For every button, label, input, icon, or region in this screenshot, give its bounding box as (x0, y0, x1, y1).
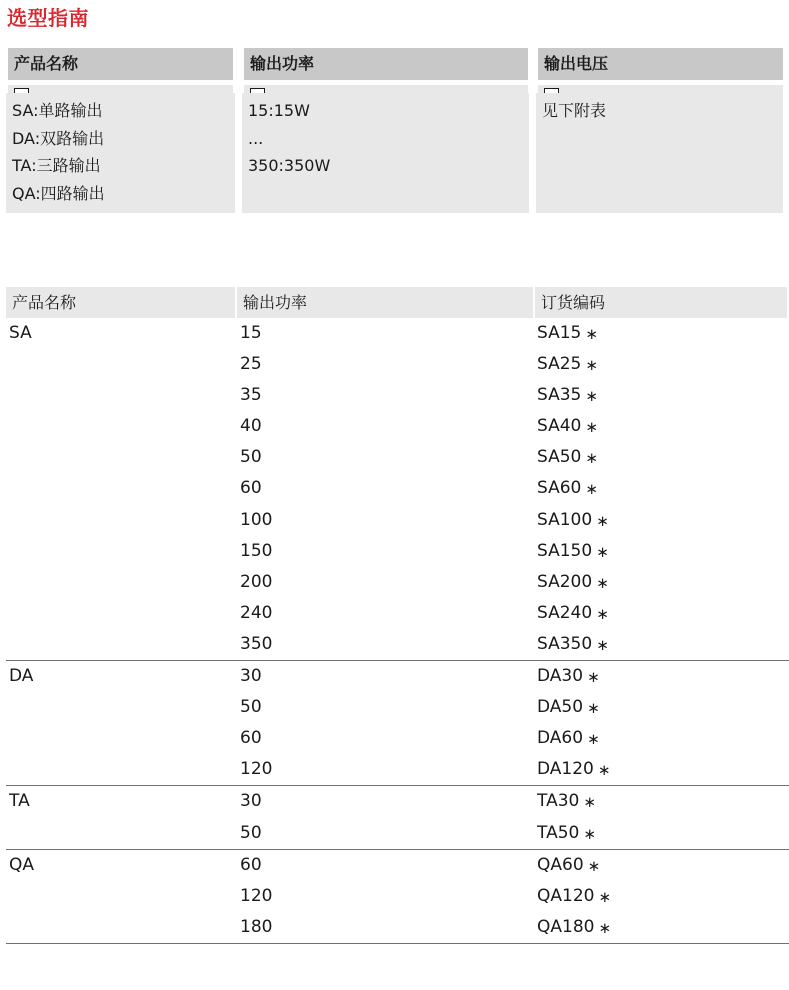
output-power-cell: 120 (240, 759, 273, 780)
table-header-output-power: 输出功率 (237, 287, 533, 318)
desc-line: DA:双路输出 (12, 128, 105, 148)
table-group (6, 318, 789, 661)
asterisk-icon: ∗ (596, 604, 609, 623)
order-code-cell (537, 473, 598, 504)
order-code-cell (537, 411, 598, 442)
table-header-order-code: 订货编码 (535, 287, 787, 318)
table-row (6, 318, 789, 349)
asterisk-icon: ∗ (596, 542, 609, 561)
desc-line: QA:四路输出 (12, 183, 105, 203)
asterisk-icon: ∗ (585, 418, 598, 437)
table-row (6, 881, 789, 912)
table-row (6, 442, 789, 473)
guide-desc-product-name (6, 93, 235, 213)
order-code-text: SA50 (537, 447, 582, 468)
output-power-cell: 40 (240, 416, 262, 437)
order-code-cell (537, 505, 609, 536)
order-code-cell (537, 850, 600, 881)
order-code-text: SA150 (537, 540, 593, 561)
guide-desc-output-voltage (536, 93, 783, 213)
asterisk-icon: ∗ (583, 824, 596, 843)
output-power-cell: 50 (240, 447, 262, 468)
order-code-cell (537, 442, 598, 473)
model-table (6, 318, 789, 944)
order-code-cell (537, 349, 598, 380)
asterisk-icon: ∗ (585, 387, 598, 406)
asterisk-icon: ∗ (587, 699, 600, 718)
order-code-text: DA30 (537, 666, 584, 687)
output-power-cell: 100 (240, 509, 273, 530)
order-code-cell (537, 567, 609, 598)
order-code-cell (537, 912, 611, 943)
asterisk-icon: ∗ (596, 635, 609, 654)
order-code-cell (537, 881, 611, 912)
table-row (6, 723, 789, 754)
guide-header-output-power: 输出功率 (244, 48, 528, 80)
table-row (6, 912, 789, 943)
order-code-text: SA350 (537, 633, 593, 654)
asterisk-icon: ∗ (587, 856, 601, 875)
order-code-text: SA240 (537, 602, 593, 623)
table-row (6, 629, 789, 660)
asterisk-icon: ∗ (585, 356, 598, 375)
output-power-cell: 15 (240, 323, 262, 343)
order-code-cell (537, 692, 600, 723)
order-code-text: QA180 (537, 916, 595, 937)
desc-line: TA:三路输出 (12, 156, 101, 175)
output-power-cell: 30 (240, 666, 262, 687)
table-row (6, 818, 789, 849)
order-code-text: SA15 (537, 323, 582, 343)
output-power-cell: 60 (240, 478, 262, 499)
output-power-cell: 50 (240, 822, 262, 843)
output-power-cell: 120 (240, 885, 273, 906)
order-code-cell (537, 661, 600, 692)
table-group (6, 850, 789, 944)
output-power-cell: 35 (240, 385, 262, 406)
table-group (6, 661, 789, 786)
asterisk-icon: ∗ (598, 887, 612, 906)
table-row (6, 349, 789, 380)
asterisk-icon: ∗ (598, 918, 612, 937)
order-code-text: DA60 (537, 728, 584, 749)
table-row (6, 473, 789, 504)
order-code-cell (537, 536, 609, 567)
table-group (6, 786, 789, 849)
order-code-text: SA60 (537, 478, 582, 499)
order-code-text: QA120 (537, 885, 595, 906)
table-row (6, 850, 789, 881)
guide-desc-output-power (242, 93, 529, 213)
order-code-text: SA200 (537, 571, 593, 592)
desc-line: 350:350W (248, 156, 331, 175)
asterisk-icon: ∗ (583, 793, 596, 812)
table-row (6, 536, 789, 567)
output-power-cell: 200 (240, 571, 273, 592)
asterisk-icon: ∗ (596, 573, 609, 592)
order-code-cell (537, 598, 609, 629)
desc-line: 15:15W (248, 101, 310, 120)
output-power-cell: 60 (240, 728, 262, 749)
order-code-text: TA30 (537, 791, 580, 812)
table-row (6, 411, 789, 442)
asterisk-icon: ∗ (587, 730, 600, 749)
order-code-text: SA25 (537, 354, 582, 375)
output-power-cell: 350 (240, 633, 273, 654)
table-row (6, 786, 789, 817)
asterisk-icon: ∗ (585, 480, 598, 499)
asterisk-icon: ∗ (587, 668, 600, 687)
table-row (6, 692, 789, 723)
output-power-cell: 30 (240, 791, 262, 812)
order-code-text: SA35 (537, 385, 582, 406)
order-code-text: DA50 (537, 697, 584, 718)
order-code-text: DA120 (537, 759, 594, 780)
output-power-cell: 25 (240, 354, 262, 375)
table-row (6, 505, 789, 536)
order-code-cell (537, 629, 609, 660)
table-row (6, 598, 789, 629)
output-power-cell: 50 (240, 697, 262, 718)
output-power-cell: 60 (240, 854, 262, 875)
order-code-cell (537, 754, 610, 785)
table-row (6, 380, 789, 411)
desc-line: 见下附表 (542, 101, 607, 120)
product-name-cell: TA (9, 791, 30, 812)
order-code-cell (537, 318, 598, 349)
output-power-cell: 150 (240, 540, 273, 561)
order-code-cell (537, 723, 600, 754)
desc-line: ... (248, 128, 264, 148)
asterisk-icon: ∗ (597, 761, 611, 780)
order-code-cell (537, 818, 596, 849)
table-row (6, 661, 789, 692)
table-row (6, 567, 789, 598)
order-code-cell (537, 786, 596, 817)
product-name-cell: QA (9, 854, 35, 875)
asterisk-icon: ∗ (596, 511, 609, 530)
guide-header-product-name: 产品名称 (8, 48, 233, 80)
order-code-text: SA40 (537, 416, 582, 437)
asterisk-icon: ∗ (585, 325, 598, 343)
order-code-text: TA50 (537, 822, 580, 843)
guide-header-output-voltage: 输出电压 (538, 48, 783, 80)
output-power-cell: 180 (240, 916, 273, 937)
order-code-text: QA60 (537, 854, 584, 875)
output-power-cell: 240 (240, 602, 273, 623)
order-code-text: SA100 (537, 509, 593, 530)
table-header-product-name: 产品名称 (6, 287, 235, 318)
order-code-cell (537, 380, 598, 411)
product-name-cell: SA (9, 323, 32, 343)
page-title: 选型指南 (7, 6, 89, 30)
product-name-cell: DA (9, 666, 34, 687)
desc-line: SA:单路输出 (12, 101, 103, 120)
table-row (6, 754, 789, 785)
asterisk-icon: ∗ (585, 449, 598, 468)
